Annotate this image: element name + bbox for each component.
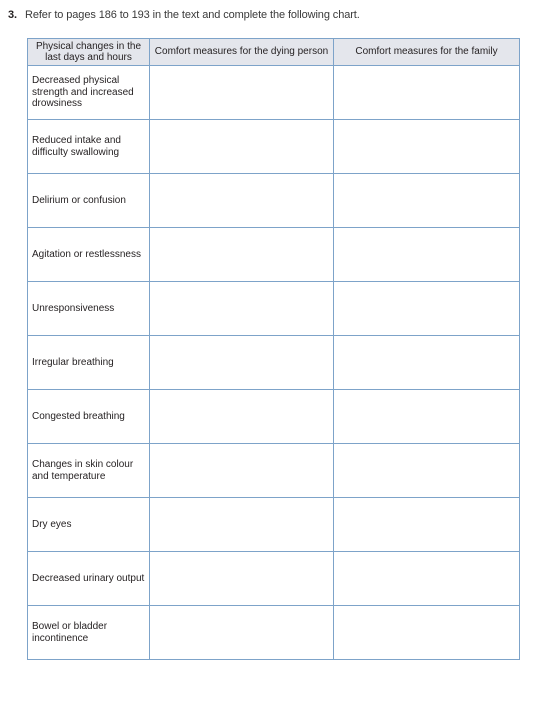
answer-cell-dying-person[interactable] [150,174,334,228]
comfort-measures-chart [27,38,520,660]
table-row [28,552,520,606]
answer-cell-dying-person[interactable] [150,390,334,444]
row-label: Bowel or bladder incontinence [28,606,150,660]
table-row [28,336,520,390]
answer-cell-family[interactable] [334,498,520,552]
row-label: Agitation or restlessness [28,228,150,282]
table-row [28,228,520,282]
row-label: Delirium or confusion [28,174,150,228]
table-row [28,444,520,498]
table-row [28,174,520,228]
answer-cell-family[interactable] [334,66,520,120]
table-row [28,498,520,552]
header-row [28,39,520,66]
answer-cell-dying-person[interactable] [150,66,334,120]
table-row [28,606,520,660]
question-3 [8,9,360,21]
answer-cell-dying-person[interactable] [150,336,334,390]
row-label: Decreased physical strength and increased drowsiness [28,66,150,120]
question-number: 3. [8,9,17,21]
question-text: Refer to pages 186 to 193 in the text and complete the following chart. [24,9,360,21]
row-label: Irregular breathing [28,336,150,390]
row-label: Reduced intake and difficulty swallowing [28,120,150,174]
answer-cell-dying-person[interactable] [150,282,334,336]
answer-cell-family[interactable] [334,606,520,660]
answer-cell-dying-person[interactable] [150,228,334,282]
row-label: Dry eyes [28,498,150,552]
answer-cell-family[interactable] [334,174,520,228]
answer-cell-family[interactable] [334,228,520,282]
answer-cell-family[interactable] [334,120,520,174]
table-row [28,120,520,174]
answer-cell-family[interactable] [334,390,520,444]
answer-cell-family[interactable] [334,552,520,606]
answer-cell-dying-person[interactable] [150,120,334,174]
header-physical-changes: Physical changes in the last days and hours [28,39,150,66]
answer-cell-dying-person[interactable] [150,498,334,552]
answer-cell-dying-person[interactable] [150,552,334,606]
answer-cell-dying-person[interactable] [150,444,334,498]
answer-cell-family[interactable] [334,336,520,390]
row-label: Decreased urinary output [28,552,150,606]
table-row [28,282,520,336]
row-label: Unresponsiveness [28,282,150,336]
table-row [28,66,520,120]
row-label: Changes in skin colour and temperature [28,444,150,498]
row-label: Congested breathing [28,390,150,444]
answer-cell-dying-person[interactable] [150,606,334,660]
header-comfort-family: Comfort measures for the family [334,39,520,66]
answer-cell-family[interactable] [334,282,520,336]
header-comfort-dying-person: Comfort measures for the dying person [150,39,334,66]
table-row [28,390,520,444]
answer-cell-family[interactable] [334,444,520,498]
